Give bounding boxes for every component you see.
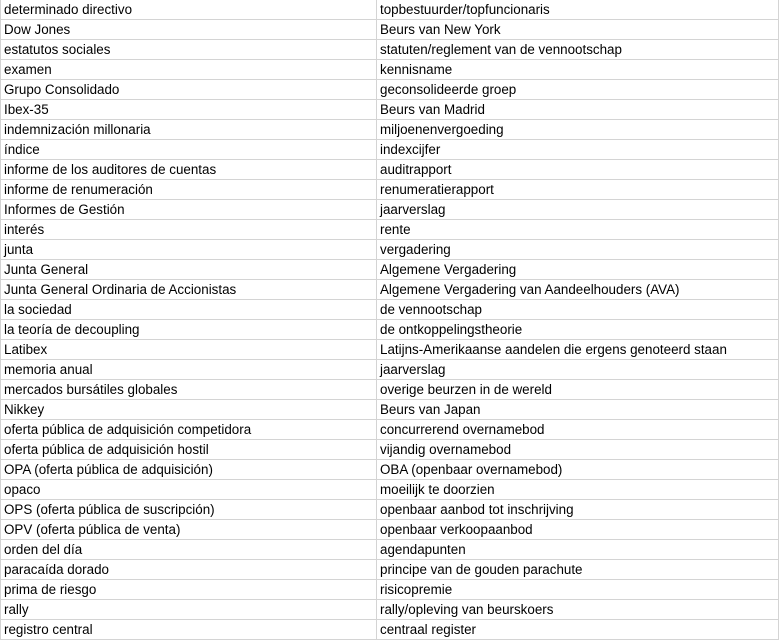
cell-spanish-term[interactable]: registro central: [1, 620, 377, 640]
cell-spanish-term[interactable]: orden del día: [1, 540, 377, 560]
cell-spanish-term[interactable]: Grupo Consolidado: [1, 80, 377, 100]
cell-dutch-translation[interactable]: kennisname: [377, 60, 779, 80]
table-row: [1, 480, 779, 500]
cell-dutch-translation[interactable]: risicopremie: [377, 580, 779, 600]
cell-spanish-term[interactable]: Dow Jones: [1, 20, 377, 40]
cell-spanish-term[interactable]: junta: [1, 240, 377, 260]
cell-dutch-translation[interactable]: statuten/reglement van de vennootschap: [377, 40, 779, 60]
cell-dutch-translation[interactable]: concurrerend overnamebod: [377, 420, 779, 440]
table-row: [1, 20, 779, 40]
cell-spanish-term[interactable]: índice: [1, 140, 377, 160]
cell-spanish-term[interactable]: interés: [1, 220, 377, 240]
cell-spanish-term[interactable]: Nikkey: [1, 400, 377, 420]
table-row: [1, 580, 779, 600]
table-row: [1, 600, 779, 620]
cell-spanish-term[interactable]: paracaída dorado: [1, 560, 377, 580]
cell-dutch-translation[interactable]: centraal register: [377, 620, 779, 640]
cell-spanish-term[interactable]: Ibex-35: [1, 100, 377, 120]
table-row: [1, 560, 779, 580]
cell-dutch-translation[interactable]: Beurs van Japan: [377, 400, 779, 420]
cell-spanish-term[interactable]: prima de riesgo: [1, 580, 377, 600]
cell-spanish-term[interactable]: memoria anual: [1, 360, 377, 380]
table-row: [1, 360, 779, 380]
table-row: [1, 120, 779, 140]
table-row: [1, 200, 779, 220]
cell-spanish-term[interactable]: opaco: [1, 480, 377, 500]
cell-dutch-translation[interactable]: Beurs van New York: [377, 20, 779, 40]
table-row: [1, 440, 779, 460]
cell-spanish-term[interactable]: rally: [1, 600, 377, 620]
cell-spanish-term[interactable]: Junta General: [1, 260, 377, 280]
table-row: [1, 620, 779, 640]
table-row: [1, 500, 779, 520]
cell-dutch-translation[interactable]: OBA (openbaar overnamebod): [377, 460, 779, 480]
cell-spanish-term[interactable]: oferta pública de adquisición competidora: [1, 420, 377, 440]
table-row: [1, 320, 779, 340]
table-row: [1, 400, 779, 420]
table-row: [1, 80, 779, 100]
table-row: [1, 0, 779, 20]
cell-spanish-term[interactable]: informe de los auditores de cuentas: [1, 160, 377, 180]
table-row: [1, 240, 779, 260]
cell-dutch-translation[interactable]: agendapunten: [377, 540, 779, 560]
table-row: [1, 300, 779, 320]
table-row: [1, 340, 779, 360]
cell-dutch-translation[interactable]: Latijns-Amerikaanse aandelen die ergens genoteerd staan: [377, 340, 779, 360]
table-row: [1, 220, 779, 240]
cell-spanish-term[interactable]: indemnización millonaria: [1, 120, 377, 140]
cell-spanish-term[interactable]: OPA (oferta pública de adquisición): [1, 460, 377, 480]
table-row: [1, 40, 779, 60]
table-row: [1, 140, 779, 160]
cell-spanish-term[interactable]: oferta pública de adquisición hostil: [1, 440, 377, 460]
cell-dutch-translation[interactable]: de ontkoppelingstheorie: [377, 320, 779, 340]
cell-spanish-term[interactable]: OPS (oferta pública de suscripción): [1, 500, 377, 520]
table-row: [1, 380, 779, 400]
cell-spanish-term[interactable]: estatutos sociales: [1, 40, 377, 60]
cell-dutch-translation[interactable]: geconsolideerde groep: [377, 80, 779, 100]
cell-spanish-term[interactable]: la sociedad: [1, 300, 377, 320]
cell-spanish-term[interactable]: informe de renumeración: [1, 180, 377, 200]
table-row: [1, 460, 779, 480]
cell-dutch-translation[interactable]: Algemene Vergadering van Aandeelhouders (AVA): [377, 280, 779, 300]
table-row: [1, 420, 779, 440]
cell-spanish-term[interactable]: la teoría de decoupling: [1, 320, 377, 340]
cell-dutch-translation[interactable]: Beurs van Madrid: [377, 100, 779, 120]
table-row: [1, 160, 779, 180]
cell-dutch-translation[interactable]: jaarverslag: [377, 360, 779, 380]
cell-dutch-translation[interactable]: auditrapport: [377, 160, 779, 180]
table-row: [1, 100, 779, 120]
table-row: [1, 280, 779, 300]
cell-dutch-translation[interactable]: rally/opleving van beurskoers: [377, 600, 779, 620]
cell-dutch-translation[interactable]: Algemene Vergadering: [377, 260, 779, 280]
cell-dutch-translation[interactable]: rente: [377, 220, 779, 240]
cell-spanish-term[interactable]: examen: [1, 60, 377, 80]
table-row: [1, 520, 779, 540]
cell-spanish-term[interactable]: Latibex: [1, 340, 377, 360]
cell-dutch-translation[interactable]: vergadering: [377, 240, 779, 260]
cell-spanish-term[interactable]: mercados bursátiles globales: [1, 380, 377, 400]
cell-dutch-translation[interactable]: miljoenenvergoeding: [377, 120, 779, 140]
table-row: [1, 60, 779, 80]
cell-dutch-translation[interactable]: de vennootschap: [377, 300, 779, 320]
cell-spanish-term[interactable]: Junta General Ordinaria de Accionistas: [1, 280, 377, 300]
cell-dutch-translation[interactable]: topbestuurder/topfuncionaris: [377, 0, 779, 20]
cell-spanish-term[interactable]: determinado directivo: [1, 0, 377, 20]
cell-spanish-term[interactable]: Informes de Gestión: [1, 200, 377, 220]
cell-spanish-term[interactable]: OPV (oferta pública de venta): [1, 520, 377, 540]
cell-dutch-translation[interactable]: jaarverslag: [377, 200, 779, 220]
cell-dutch-translation[interactable]: overige beurzen in de wereld: [377, 380, 779, 400]
cell-dutch-translation[interactable]: openbaar verkoopaanbod: [377, 520, 779, 540]
table-row: [1, 540, 779, 560]
cell-dutch-translation[interactable]: indexcijfer: [377, 140, 779, 160]
cell-dutch-translation[interactable]: renumeratierapport: [377, 180, 779, 200]
table-row: [1, 260, 779, 280]
table-row: [1, 180, 779, 200]
cell-dutch-translation[interactable]: vijandig overnamebod: [377, 440, 779, 460]
cell-dutch-translation[interactable]: moeilijk te doorzien: [377, 480, 779, 500]
cell-dutch-translation[interactable]: principe van de gouden parachute: [377, 560, 779, 580]
cell-dutch-translation[interactable]: openbaar aanbod tot inschrijving: [377, 500, 779, 520]
